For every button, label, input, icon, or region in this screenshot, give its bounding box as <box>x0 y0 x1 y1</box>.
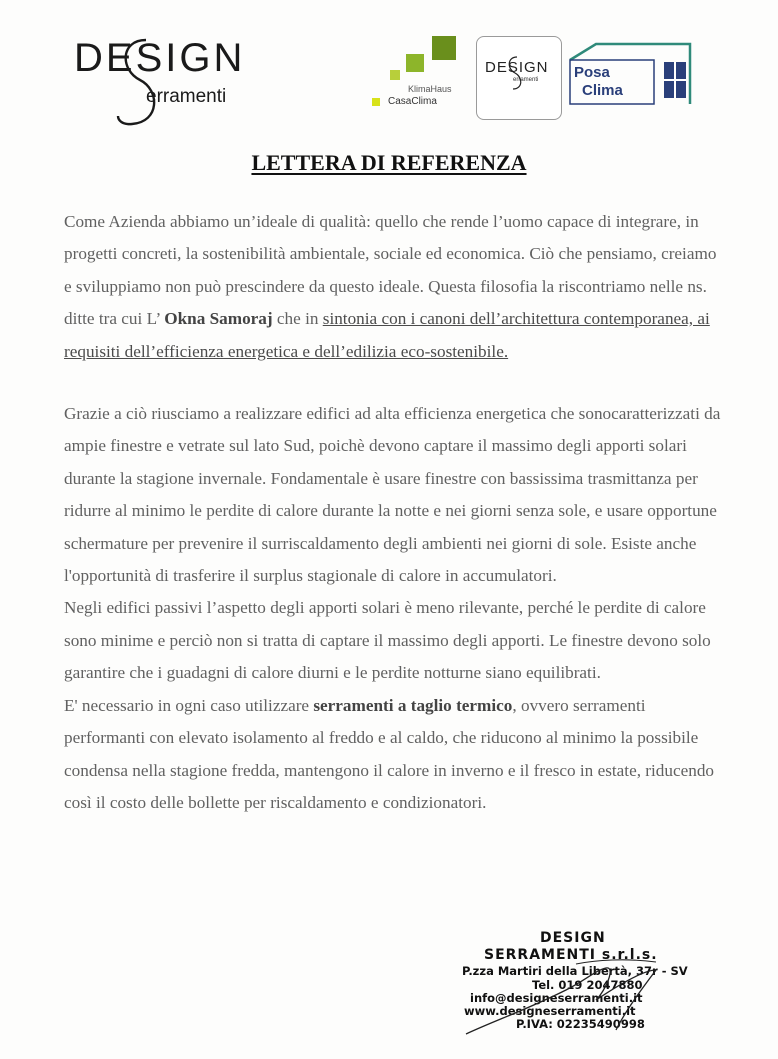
logo-box-word: DESIGN <box>485 59 549 76</box>
posa-line1: Posa <box>574 64 610 81</box>
design-boxed-logo <box>476 36 562 120</box>
klima-line2: CasaClima <box>388 96 437 107</box>
posa-line2: Clima <box>582 82 623 99</box>
stamp-line3: P.zza Martiri della Libertà, 37r - SV <box>462 964 688 978</box>
paragraph-4-bold: serramenti a taglio termico <box>313 695 513 715</box>
stamp-line7: P.IVA: 02235490998 <box>516 1017 645 1031</box>
paragraph-1-underlined: sintonia con i canoni dell’architettura contemporanea, ai requisiti dell’efficienza energetica e dell’edilizia eco-sostenibile. <box>64 309 710 361</box>
letter-title: LETTERA DI REFERENZA <box>251 150 527 175</box>
company-name: Okna Samoraj <box>164 309 273 329</box>
paragraph-1 <box>64 206 724 368</box>
paragraph-4-part2: , ovvero serramenti performanti con elevato isolamento al freddo e al caldo, che riducono al minimo la possibile condensa nella stagione fredda, mantengono il calore in inverno e il fresco in estate, riducendo così il costo delle bollette per riscaldamento e condizionatori. <box>64 695 715 812</box>
paragraph-4-part1: E' necessario in ogni caso utilizzare <box>64 695 314 715</box>
klimahaus-logo <box>370 36 470 116</box>
logo-main-sub: erramenti <box>146 86 227 107</box>
stamp-line1: DESIGN <box>540 930 606 946</box>
klima-line1: KlimaHaus <box>408 84 452 94</box>
paragraph-2: Grazie a ciò riusciamo a realizzare edifici ad alta efficienza energetica che sonocaratterizzati da ampie finestre e vetrate sul lato Sud, poichè devono captare il massimo degli apporti solari durante la stagione invernale. Fondamentale è usare finestre con bassissima trasmittanza per ridurre al minimo le perdite di calore durante la notte e nei giorni senza sole, e usare opportune schermature per prevenire il surriscaldamento degli ambienti nei giorni di sole. Esiste anche l'opportunità di trasferire il surplus stagionale di calore in accumulatori. <box>64 404 721 586</box>
company-stamp <box>456 930 706 1040</box>
paragraph-3: Negli edifici passivi l’aspetto degli apporti solari è meno rilevante, perché le perdite di calore sono minime e perciò non si tratta di captare il massimo degli apporti. Le finestre devono solo garantire che i guadagni di calore diurni e le perdite notturne siano equilibrati. <box>64 598 711 683</box>
paragraph-1-part2: che in <box>272 309 323 329</box>
stamp-line4: Tel. 019 2047880 <box>532 978 643 992</box>
stamp-line5: info@designeserramenti.it <box>470 991 643 1005</box>
stamp-line6: www.designeserramenti.it <box>464 1004 636 1018</box>
posa-clima-logo <box>568 42 692 106</box>
paragraph-1-part1: Come Azienda abbiamo un’ideale di qualità: quello che rende l’uomo capace di integrare, in progetti concreti, la sostenibilità ambientale, sociale ed economica. Ciò che pensiamo, creiamo e sviluppiamo non può prescindere da questo ideale. Questa filosofia la riscontriamo nelle ns. ditte tra cui L’ <box>64 212 717 329</box>
letter-body <box>64 206 724 819</box>
logo-main-word: DESIGN <box>74 36 246 80</box>
handwritten-signature <box>456 930 706 1040</box>
paragraph-4 <box>64 690 724 820</box>
design-serramenti-logo <box>74 30 274 120</box>
logo-box-sub: erramenti <box>513 77 539 83</box>
stamp-line2: SERRAMENTI s.r.l.s. <box>484 947 658 963</box>
